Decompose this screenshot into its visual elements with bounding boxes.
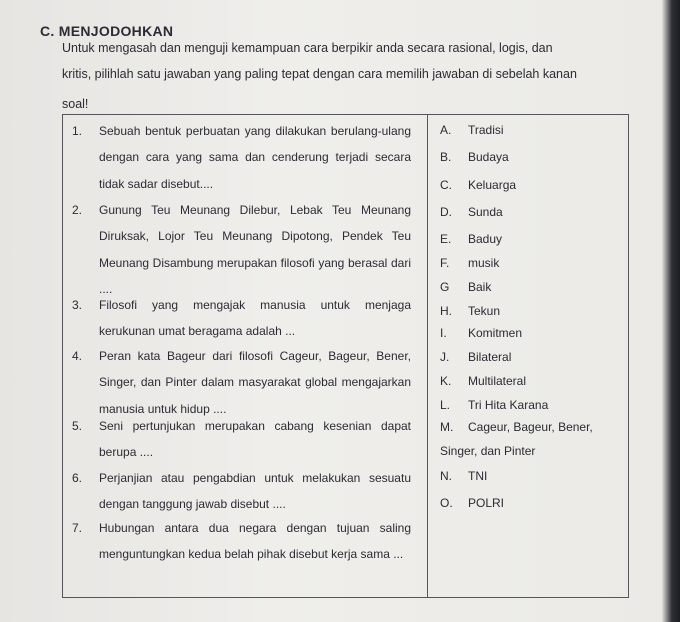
question-number: 1. (72, 124, 83, 138)
answer-option (440, 178, 516, 192)
page-edge-shadow (662, 0, 680, 622)
option-label: TNI (468, 469, 488, 483)
instruction-line-3: soal! (62, 97, 89, 111)
option-label: Sunda (468, 205, 503, 219)
question-number: 6. (72, 471, 83, 485)
option-key: D. (440, 205, 452, 219)
answer-option (440, 232, 502, 246)
option-label: Cageur, Bageur, Bener, Singer, dan Pinter (440, 420, 593, 458)
option-key: E. (440, 232, 452, 246)
instruction-line-2: kritis, pilihlah satu jawaban yang paling tepat dengan cara memilih jawaban di sebelah kanan (62, 67, 577, 81)
option-label: Tradisi (468, 123, 504, 137)
option-key: M. (440, 420, 454, 434)
answer-option (440, 123, 504, 137)
option-label: Baduy (468, 232, 503, 246)
question-number: 2. (72, 203, 83, 217)
answer-option (440, 374, 526, 388)
instruction-line-1: Untuk mengasah dan menguji kemampuan cara berpikir anda secara rasional, logis, dan (62, 41, 553, 55)
option-key: J. (440, 350, 450, 364)
option-key: G (440, 280, 450, 294)
question-text: Sebuah bentuk perbuatan yang dilakukan berulang-ulang dengan cara yang sama dan cenderung terjadi secara tidak sadar disebut.... (99, 124, 411, 191)
option-key: I. (440, 326, 447, 340)
question-text: Filosofi yang mengajak manusia untuk menjaga kerukunan umat beragama adalah ... (99, 298, 411, 339)
question-number: 5. (72, 419, 83, 433)
option-key: O. (440, 496, 453, 510)
option-label: POLRI (468, 496, 505, 510)
answer-option (440, 280, 491, 294)
table-column-divider (427, 114, 428, 598)
question-text: Peran kata Bageur dari filosofi Cageur, Bageur, Bener, Singer, dan Pinter dalam masyarakat global mengajarkan manusia untuk hidup .... (99, 349, 411, 416)
answer-option (440, 205, 503, 219)
question-text: Gunung Teu Meunang Dilebur, Lebak Teu Meunang Diruksak, Lojor Teu Meunang Dipotong, Pendek Teu Meunang Disambung merupakan filosofi yang berasal dari .... (99, 203, 411, 296)
answer-option (440, 256, 499, 270)
option-key: C. (440, 178, 452, 192)
option-label: Multilateral (468, 374, 527, 388)
option-label: Bilateral (468, 350, 512, 364)
answer-option (440, 398, 548, 412)
option-label: Budaya (468, 150, 509, 164)
option-label: Tekun (468, 304, 501, 318)
option-label: Tri Hita Karana (468, 398, 549, 412)
option-label: Keluarga (468, 178, 517, 192)
option-key: K. (440, 374, 452, 388)
question-number: 7. (72, 521, 83, 535)
section-title: C. MENJODOHKAN (40, 23, 174, 39)
answer-option (440, 496, 504, 510)
option-key: L. (440, 398, 451, 412)
question-text: Hubungan antara dua negara dengan tujuan saling menguntungkan kedua belah pihak disebut kerja sama ... (99, 521, 411, 562)
option-label: Baik (468, 280, 492, 294)
answer-option (440, 150, 509, 164)
option-key: H. (440, 304, 452, 318)
option-key: F. (440, 256, 450, 270)
option-key: N. (440, 469, 452, 483)
question-text: Seni pertunjukan merupakan cabang kesenian dapat berupa .... (99, 419, 411, 460)
question-text: Perjanjian atau pengabdian untuk melakukan sesuatu dengan tanggung jawab disebut .... (99, 471, 411, 512)
answer-option (440, 326, 522, 340)
answer-option (440, 415, 625, 463)
option-key: B. (440, 150, 452, 164)
answer-option (440, 304, 500, 318)
answer-option (440, 469, 487, 483)
question-number: 4. (72, 349, 83, 363)
option-key: A. (440, 123, 452, 137)
option-label: Komitmen (468, 326, 523, 340)
question-number: 3. (72, 298, 83, 312)
option-label: musik (468, 256, 500, 270)
answer-option (440, 350, 511, 364)
